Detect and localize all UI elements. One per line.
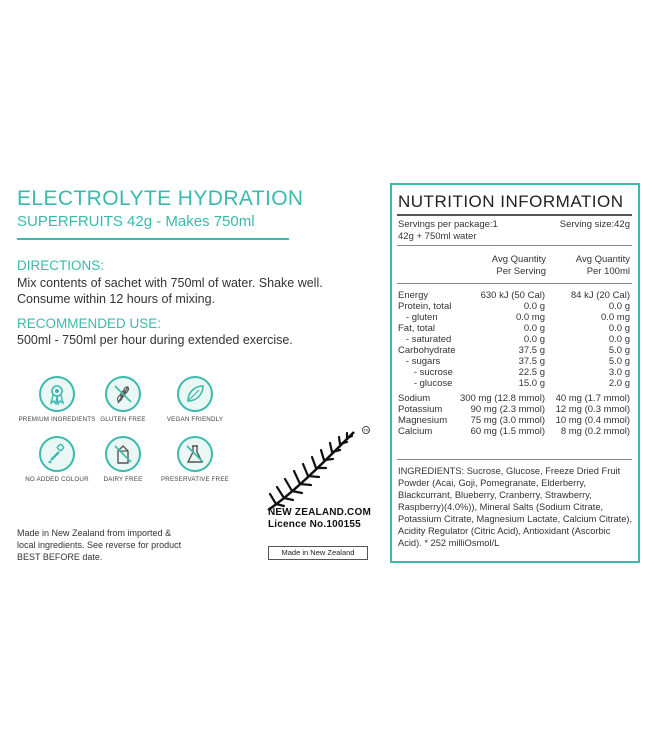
nutrient-name: Potassium	[398, 404, 443, 415]
nutrient-per-serving: 0.0 g	[523, 301, 545, 312]
serving-size: Serving size:42g	[559, 219, 630, 230]
directions-line: Mix contents of sachet with 750ml of water. Shake well.	[17, 276, 323, 290]
nutrient-row	[398, 290, 632, 301]
nutrient-name: - glucose	[398, 378, 453, 389]
nutrient-name: - sucrose	[398, 367, 453, 378]
directions-heading: DIRECTIONS:	[17, 258, 105, 273]
premium-ribbon-icon	[39, 376, 75, 412]
dropper-icon	[39, 436, 75, 472]
nutrient-per-serving: 60 mg (1.5 mmol)	[470, 426, 545, 437]
recommended-use-text: 500ml - 750ml per hour during extended exercise.	[17, 333, 293, 347]
nutrient-per-serving: 22.5 g	[518, 367, 545, 378]
nutrient-name: - gluten	[398, 312, 438, 323]
nutrient-name: Protein, total	[398, 301, 452, 312]
leaf-icon	[177, 376, 213, 412]
nutrient-row	[398, 356, 632, 367]
nutrient-per-100ml: 3.0 g	[608, 367, 630, 378]
nutrition-divider	[397, 245, 632, 246]
nutrient-row	[398, 404, 632, 415]
nutrient-per-100ml: 84 kJ (20 Cal)	[570, 290, 630, 301]
badge-label: PREMIUM INGREDIENTS	[18, 416, 96, 423]
directions-line: Consume within 12 hours of mixing.	[17, 292, 216, 306]
product-subtitle: SUPERFRUITS 42g - Makes 750ml	[17, 213, 255, 230]
nutrient-per-serving: 0.0 g	[523, 334, 545, 345]
badge-preservative-free	[150, 436, 240, 483]
nutrient-name: Magnesium	[398, 415, 448, 426]
nutrient-per-serving: 0.0 g	[523, 323, 545, 334]
col-header-serving: Per Serving	[496, 266, 546, 277]
nutrient-name: - sugars	[398, 356, 441, 367]
trademark-mark: TM	[363, 428, 369, 433]
made-in-line: BEST BEFORE date.	[17, 552, 103, 562]
nutrient-per-serving: 37.5 g	[518, 356, 545, 367]
nutrient-row	[398, 323, 632, 334]
made-in-line: local ingredients. See reverse for product	[17, 540, 182, 550]
wheat-icon	[105, 376, 141, 412]
ingredients-text: INGREDIENTS: Sucrose, Glucose, Freeze Dried Fruit Powder (Acai, Goji, Pomegranate, Elderberry, Blackcurrant, Blueberry, Cranberry, Strawberry, Raspberry)(4.0%)), Mineral Salts (Sodium Citrate, Potassium Citrate, Magnesium Lactate, Calcium Citrate), Acidity Regulator (Citric Acid), Antioxidant (Ascorbic Acid). * 252 milliOsmol/L	[398, 466, 633, 548]
nutrient-per-serving: 75 mg (3.0 mmol)	[470, 415, 545, 426]
nutrient-name: Carbohydrate	[398, 345, 456, 356]
nutrient-per-serving: 15.0 g	[518, 378, 545, 389]
nutrient-per-100ml: 5.0 g	[608, 345, 630, 356]
serving-note: 42g + 750ml water	[398, 231, 477, 242]
nutrient-per-100ml: 0.0 g	[608, 323, 630, 334]
product-title: ELECTROLYTE HYDRATION	[17, 187, 304, 210]
nutrient-per-100ml: 0.0 mg	[600, 312, 630, 323]
nutrient-per-100ml: 2.0 g	[608, 378, 630, 389]
servings-per-package: Servings per package:1	[398, 219, 498, 230]
nutrient-per-100ml: 0.0 g	[608, 301, 630, 312]
nutrient-row	[398, 426, 632, 437]
badge-label: PRESERVATIVE FREE	[160, 476, 230, 483]
nutrient-row	[398, 301, 632, 312]
nutrition-divider	[397, 283, 632, 284]
nutrient-per-100ml: 10 mg (0.4 mmol)	[555, 415, 630, 426]
badge-label: DAIRY FREE	[103, 476, 143, 483]
badge-label: VEGAN FRIENDLY	[166, 416, 224, 423]
nutrient-per-100ml: 5.0 g	[608, 356, 630, 367]
col-header-100ml: Per 100ml	[586, 266, 630, 277]
nutrient-table	[398, 290, 632, 437]
nutrient-row	[398, 312, 632, 323]
col-header-serving: Avg Quantity	[491, 254, 546, 265]
nutrient-name: Sodium	[398, 393, 431, 404]
licence-number: Licence No.100155	[268, 519, 361, 530]
nutrient-per-serving: 630 kJ (50 Cal)	[480, 290, 545, 301]
nutrient-per-100ml: 12 mg (0.3 mmol)	[555, 404, 630, 415]
nutrition-title-rule	[397, 214, 632, 216]
badge-vegan-friendly	[150, 376, 240, 423]
title-divider	[17, 238, 289, 240]
nutrient-name: Energy	[398, 290, 429, 301]
nutrient-per-100ml: 40 mg (1.7 mmol)	[555, 393, 630, 404]
nutrient-per-serving: 37.5 g	[518, 345, 545, 356]
silver-fern-logo	[262, 424, 372, 514]
nutrient-row	[398, 367, 632, 378]
nutrition-divider	[397, 459, 632, 460]
made-in-nz-box: Made in New Zealand	[268, 546, 368, 560]
badge-label: GLUTEN FREE	[100, 416, 146, 423]
directions-text	[17, 275, 357, 307]
made-in-line: Made in New Zealand from imported &	[17, 528, 172, 538]
nutrient-per-100ml: 8 mg (0.2 mmol)	[560, 426, 630, 437]
nz-website-label: NEW ZEALAND.COM	[268, 507, 371, 518]
nutrient-name: Fat, total	[398, 323, 435, 334]
nutrient-name: Calcium	[398, 426, 433, 437]
nutrient-row	[398, 378, 632, 389]
nutrient-row	[398, 393, 632, 404]
nutrient-row	[398, 345, 632, 356]
made-in-note	[17, 527, 227, 563]
nutrient-row	[398, 334, 632, 345]
recommended-use-heading: RECOMMENDED USE:	[17, 316, 162, 331]
nutrient-per-serving: 300 mg (12.8 mmol)	[459, 393, 545, 404]
nutrient-row	[398, 415, 632, 426]
milk-carton-icon	[105, 436, 141, 472]
nutrient-per-100ml: 0.0 g	[608, 334, 630, 345]
col-header-100ml: Avg Quantity	[575, 254, 630, 265]
badge-label: NO ADDED COLOUR	[25, 476, 89, 483]
nutrient-name: - saturated	[398, 334, 452, 345]
nutrient-per-serving: 90 mg (2.3 mmol)	[470, 404, 545, 415]
flask-icon	[177, 436, 213, 472]
nutrition-title: NUTRITION INFORMATION	[398, 192, 624, 211]
nutrient-per-serving: 0.0 mg	[515, 312, 545, 323]
